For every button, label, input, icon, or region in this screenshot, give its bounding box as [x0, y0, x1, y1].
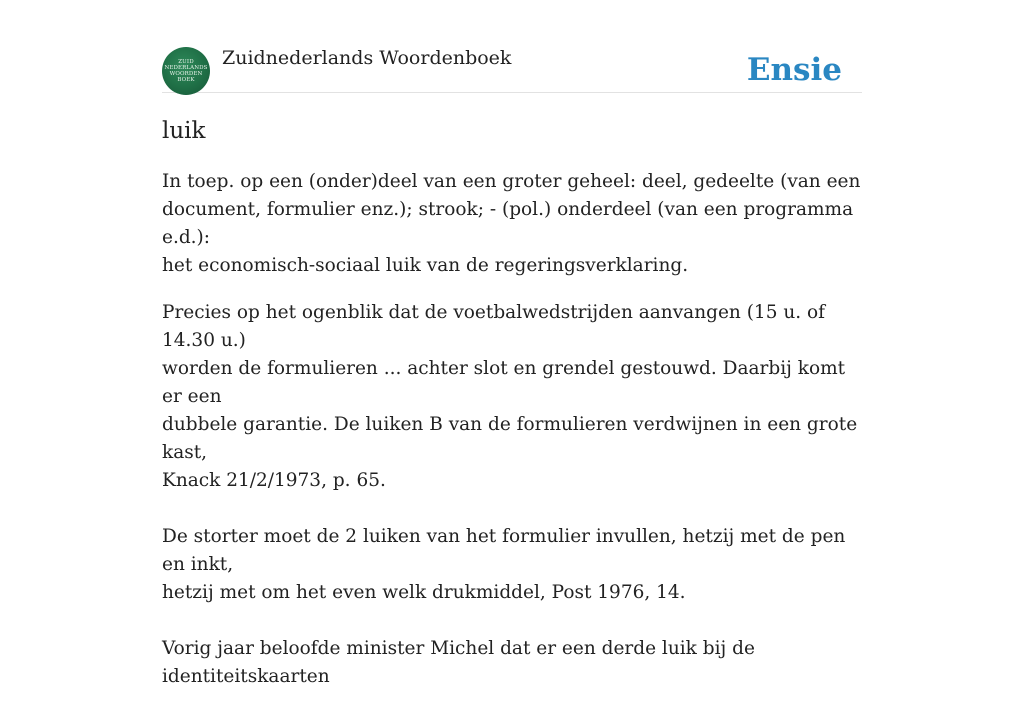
- entry-quote: De storter moet de 2 luiken van het formulier invullen, hetzij met de pen en inkt, hetzij met om het even welk drukmiddel, Post 1976, 14.: [162, 526, 846, 603]
- ensie-brand-link[interactable]: Ensie: [746, 52, 842, 88]
- logo-text-line: BOEK: [177, 77, 195, 83]
- logo-text-line: WOORDEN: [169, 71, 203, 77]
- entry-quote: Vorig jaar beloofde minister Michel dat er een derde luik bij de identiteitskaarten: [162, 638, 755, 687]
- zuidnederlands-woordenboek-logo[interactable]: [162, 47, 210, 95]
- entry-content: [162, 168, 862, 719]
- entry-quote: Precies op het ogenblik dat de voetbalwedstrijden aanvangen (15 u. of 14.30 u.) worden de formulieren ... achter slot en grendel gestouwd. Daarbij komt er een dubbele garantie. De luiken B van de formulieren verdwijnen in een grote kast, Knack 21/2/1973, p. 65.: [162, 302, 858, 491]
- entry-headword: luik: [162, 118, 206, 144]
- logo-text-line: ZUID: [178, 59, 194, 65]
- entry-definition: In toep. op een (onder)deel van een groter geheel: deel, gedeelte (van een document, formulier enz.); strook; - (pol.) onderdeel (van een programma e.d.): het economisch-sociaal luik van de regeringsverklaring.: [162, 171, 861, 276]
- dictionary-title-link[interactable]: Zuidnederlands Woordenboek: [222, 47, 512, 69]
- logo-text-line: NEDERLANDS: [164, 65, 208, 71]
- site-header: [162, 46, 862, 93]
